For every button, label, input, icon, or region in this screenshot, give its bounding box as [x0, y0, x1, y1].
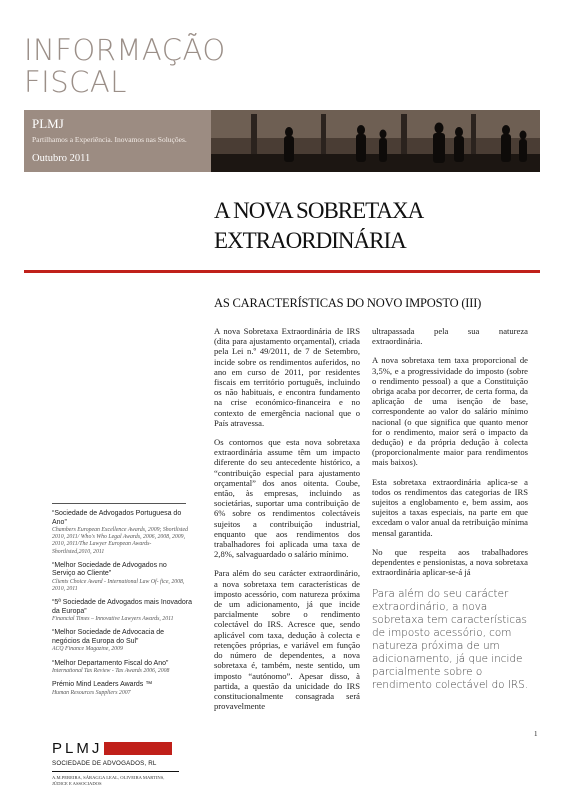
award-item: [52, 681, 192, 697]
paragraph: ultrapassada pela sua natureza extraordinária.: [372, 326, 528, 347]
awards-divider: [52, 503, 186, 504]
article-title-line1: A NOVA SOBRETAXA: [214, 198, 424, 223]
logo-wordmark: PLMJ: [52, 739, 103, 757]
paragraph: Para além do seu carácter extraordinário, a nova sobretaxa tem características de imposto acessório, com natureza próxima de um adicionamento, já que incide parcialmente sobre o rendimento colectável do IRS. Acresce que, sendo aplicável com taxa, dedução à colecta e retenções próprias, e variável em função do número de dependentes, a nova sobretaxa é, também, neste sentido, um imposto “autónomo”. Apesar disso, à partida, a questão da unicidade do IRS constitucionalmente consagrada será provavelmente: [214, 568, 360, 712]
award-name: “Melhor Sociedade de Advocacia de negócios da Europa do Sul”: [52, 629, 165, 645]
logo-partners: A.M.PEREIRA, SÁRAGGA LEAL, OLIVEIRA MARTINS, JÚDICE E ASSOCIADOS: [52, 775, 165, 786]
logo-divider: [52, 771, 179, 772]
award-name: “Melhor Departamento Fiscal do Ano”: [52, 659, 169, 667]
award-name: “Sociedade de Advogados Portuguesa do Ano”: [52, 510, 182, 526]
article-subtitle: AS CARACTERÍSTICAS DO NOVO IMPOSTO (III): [214, 296, 482, 310]
award-item: [52, 510, 192, 556]
masthead-line1: INFORMAÇÃO: [24, 33, 226, 67]
award-source: Clients Choice Award - International Law Of- fice, 2008, 2010, 2011: [52, 578, 185, 593]
body-column-1: [214, 326, 360, 720]
issue-date: Outubro 2011: [32, 153, 91, 164]
award-item: [52, 599, 192, 623]
paragraph: Esta sobretaxa extraordinária aplica-se a todos os rendimentos das categorias de IRS sujeitos a englobamento e, bem assim, aos sujeitos a taxas especiais, na parte em que excedam o valor anual da retribuição mínima mensal garantida.: [372, 476, 528, 538]
award-source: International Tax Review - Tax Awards 2006, 2008: [52, 668, 170, 675]
award-source: Financial Times – Innovative Lawyers Awards, 2011: [52, 616, 174, 623]
logo-subtitle: SOCIEDADE DE ADVOGADOS, RL: [52, 760, 157, 767]
award-name: “5ª Sociedade de Advogados mais Inovadora da Europa”: [52, 599, 192, 615]
pull-quote: Para além do seu carácter extraordinário, a nova sobretaxa tem características de imposto acessório, com natureza próxima de um adicionamento, já que incide parcialmente sobre o rendimento colectável do IRS.: [372, 588, 529, 691]
award-source: ACQ Finance Magazine, 2009: [52, 646, 123, 653]
masthead-line2: FISCAL: [24, 65, 127, 99]
award-item: [52, 562, 192, 593]
paragraph: No que respeita aos trabalhadores dependentes e pensionistas, a nova sobretaxa extraordinária aplicar-se-á já: [372, 546, 528, 578]
award-name: “Melhor Sociedade de Advogados no Serviço ao Cliente”: [52, 561, 167, 578]
paragraph: A nova sobretaxa tem taxa proporcional de 3,5%, e a progressividade do imposto (sobre o rendimento pessoal) a que a Constituição obriga acaba por decorrer, de certa forma, da aplicação de uma isenção de base, correspondente ao valor do salário mínimo nacional (o que significa que quanto menor for o rendimento, maior será o impacto da dedução) e da própria dedução à colecta (proporcionalmente maior para rendimentos mais baixos).: [372, 355, 528, 468]
award-source: Human Resources Suppliers 2007: [52, 689, 131, 696]
commuters-silhouette-image: [211, 110, 540, 172]
paragraph: A nova Sobretaxa Extraordinária de IRS (dita para ajustamento orçamental), criada pela Lei n.º 49/2011, de 7 de Setembro, incide sobre os rendimentos auferidos, no ano em curso de 2011, por residentes fiscais em território português, incluindo os não habituais, e encontra fundamento na crise económico-financeira e no contexto de emergência nacional que o País atravessa.: [214, 326, 360, 428]
award-item: [52, 660, 192, 676]
awards-list: [52, 510, 192, 703]
article-title-line2: EXTRAORDINÁRIA: [214, 228, 406, 253]
plmj-logo: [52, 739, 179, 786]
article-title: [214, 196, 423, 256]
paragraph: Os contornos que esta nova sobretaxa extraordinária assume têm um impacto diferente do seu antecedente histórico, a “contribuição especial para ajustamento orçamental” dos anos oitenta. Coube, então, às empresas, incluindo as societárias, suportar uma contribuição de 6% sobre os rendimentos colectáveis sujeitos a contribuição industrial, enquanto que aos rendimentos dos trabalhadores foi aplicada uma taxa de 2,8%, salvaguardado o salário mínimo.: [214, 437, 360, 560]
award-item: [52, 629, 192, 653]
award-name: Prémio Mind Leaders Awards ™: [52, 681, 153, 689]
award-source: Chambers European Excellence Awards, 2009; Shortlisted 2010, 2011/ Who's Who Legal Awards, 2006, 2008, 2009, 2010, 2011/The Lawyer European Awards- Shortlisted,2010, 2011: [52, 527, 188, 555]
masthead: [24, 34, 226, 98]
banner-tagline: Partilhamos a Experiência. Inovamos nas Soluções.: [32, 135, 187, 144]
title-divider: [24, 270, 540, 273]
banner-brand: PLMJ: [32, 116, 64, 131]
banner: [24, 110, 540, 172]
logo-red-bar: [104, 742, 172, 755]
banner-photo: [211, 110, 540, 172]
body-column-2: [372, 326, 528, 586]
page-number: 1: [534, 730, 538, 738]
